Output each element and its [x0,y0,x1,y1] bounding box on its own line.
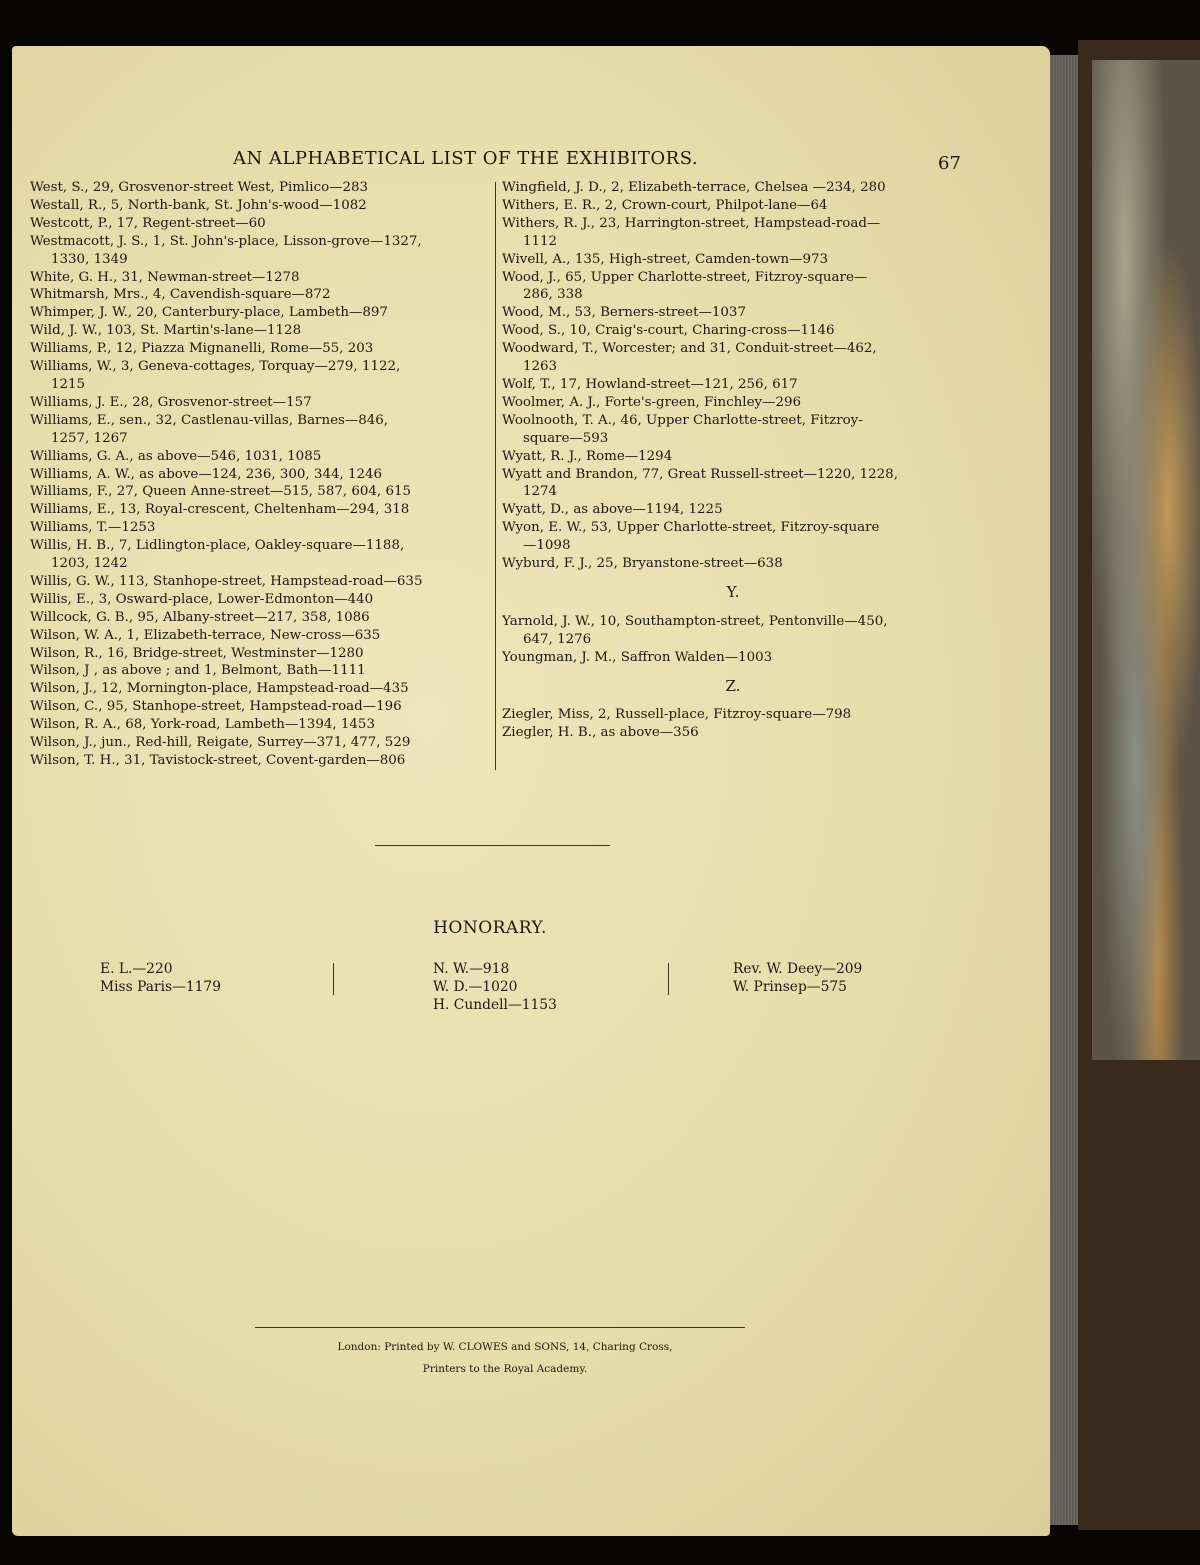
honorary-divider [333,963,334,995]
column-divider [495,182,496,770]
entry-continuation: 1257, 1267 [51,430,128,446]
entry-text: Williams, P., 12, Piazza Mignanelli, Rome—55, 203 [30,341,374,357]
entry-text: Wilson, J., 12, Mornington-place, Hampstead-road—435 [30,681,409,697]
exhibitor-entry [502,376,964,394]
exhibitor-entry [30,358,492,394]
exhibitor-entry [30,501,492,519]
entry-text: Withers, E. R., 2, Crown-court, Philpot-lane—64 [502,197,828,213]
entry-text: Williams, E., 13, Royal-crescent, Cheltenham—294, 318 [30,502,410,518]
exhibitor-entry [502,613,964,649]
exhibitor-entry [30,269,492,287]
entry-text: Westall, R., 5, North-bank, St. John's-wood—1082 [30,197,367,213]
exhibitor-entry [502,501,964,519]
exhibitor-entry [502,197,964,215]
honorary-entry: N. W.—918 [433,961,510,977]
exhibitor-entry [502,466,964,502]
honorary-entry: H. Cundell—1153 [433,997,557,1013]
entry-text: Yarnold, J. W., 10, Southampton-street, Pentonville—450, [502,613,888,629]
exhibitor-entry [30,286,492,304]
exhibitor-entry [502,215,964,251]
honorary-heading: HONORARY. [433,918,547,938]
exhibitor-entry [502,269,964,305]
exhibitor-entry [502,519,964,555]
exhibitor-entry [502,724,964,742]
entry-text: White, G. H., 31, Newman-street—1278 [30,269,300,285]
entry-text: Westmacott, J. S., 1, St. John's-place, Lisson-grove—1327, [30,233,422,249]
entry-text: Wilson, J , as above ; and 1, Belmont, Bath—1111 [30,663,366,679]
entry-text: Wilson, R., 16, Bridge-street, Westminster—1280 [30,645,364,661]
exhibitor-entry [502,649,964,667]
honorary-entry: Rev. W. Deey—209 [733,961,863,977]
exhibitor-entry [502,706,964,724]
honorary-divider [668,963,669,995]
entry-text: Willis, E., 3, Osward-place, Lower-Edmonton—440 [30,591,374,607]
exhibitor-entry [30,412,492,448]
exhibitor-entry [30,179,492,197]
entry-text: Williams, T.—1253 [30,520,156,536]
exhibitor-entry [30,197,492,215]
entry-text: Williams, J. E., 28, Grosvenor-street—157 [30,394,312,410]
entry-text: Wyon, E. W., 53, Upper Charlotte-street, Fitzroy-square [502,520,880,536]
exhibitor-entry [30,591,492,609]
entry-text: Wilson, R. A., 68, York-road, Lambeth—1394, 1453 [30,717,375,733]
printer-imprint-line: London: Printed by W. CLOWES and SONS, 14, Charing Cross, [337,1341,673,1353]
section-heading-z: Z. [725,676,741,695]
entry-text: Whimper, J. W., 20, Canterbury-place, Lambeth—897 [30,305,388,321]
entry-text: Wyatt and Brandon, 77, Great Russell-street—1220, 1228, [502,466,898,482]
exhibitor-entry [30,662,492,680]
exhibitor-entry [30,537,492,573]
entry-text: Wood, S., 10, Craig's-court, Charing-cross—1146 [502,323,835,339]
entry-continuation: square—593 [523,430,609,446]
exhibitor-entry [30,627,492,645]
exhibitor-list-left [30,179,492,770]
honorary-entry: Miss Paris—1179 [100,979,221,995]
exhibitor-entry [30,680,492,698]
entry-text: Youngman, J. M., Saffron Walden—1003 [502,649,773,665]
exhibitor-entry [502,340,964,376]
entry-continuation: 647, 1276 [523,631,592,647]
printer-imprint-line: Printers to the Royal Academy. [422,1363,588,1375]
entry-text: Willis, G. W., 113, Stanhope-street, Hampstead-road—635 [30,573,423,589]
exhibitor-entry [30,304,492,322]
exhibitor-entry [30,215,492,233]
honorary-column [100,960,221,996]
entry-text: West, S., 29, Grosvenor-street West, Pimlico—283 [30,180,369,195]
entry-text: Wild, J. W., 103, St. Martin's-lane—1128 [30,323,302,339]
entry-text: Wood, M., 53, Berners-street—1037 [502,305,746,321]
entry-text: Withers, R. J., 23, Harrington-street, Hampstead-road— [502,215,881,231]
honorary-entry: W. Prinsep—575 [733,979,847,995]
entry-text: Willcock, G. B., 95, Albany-street—217, 358, 1086 [30,609,370,625]
w-entries [502,179,964,573]
entry-continuation: —1098 [523,538,571,554]
exhibitor-entry [502,412,964,448]
exhibitor-entry [30,322,492,340]
entry-text: Ziegler, Miss, 2, Russell-place, Fitzroy-square—798 [502,707,852,723]
exhibitor-entry [30,483,492,501]
page-number: 67 [938,153,961,174]
z-entries [502,706,964,742]
honorary-entry: W. D.—1020 [433,979,518,995]
exhibitor-entry [30,698,492,716]
entry-continuation: 1263 [523,359,558,375]
entry-text: Williams, F., 27, Queen Anne-street—515, 587, 604, 615 [30,484,411,500]
entry-text: Woodward, T., Worcester; and 31, Conduit-street—462, [502,341,877,357]
exhibitor-entry [502,251,964,269]
entry-continuation: 1274 [523,484,558,500]
exhibitor-entry [30,394,492,412]
entry-text: Wilson, W. A., 1, Elizabeth-terrace, New-cross—635 [30,627,381,643]
entry-text: Wyatt, R. J., Rome—1294 [502,448,673,464]
honorary-column [733,960,862,996]
exhibitor-entry [30,734,492,752]
entry-text: Wilson, T. H., 31, Tavistock-street, Covent-garden—806 [30,753,406,768]
entry-text: Wivell, A., 135, High-street, Camden-town—973 [502,251,829,267]
entry-text: Ziegler, H. B., as above—356 [502,725,699,741]
entry-continuation: 1203, 1242 [51,556,128,572]
section-divider [375,845,610,846]
entry-text: Wingfield, J. D., 2, Elizabeth-terrace, Chelsea —234, 280 [502,180,886,195]
entry-text: Williams, W., 3, Geneva-cottages, Torquay—279, 1122, [30,359,401,375]
section-heading-y: Y. [726,582,740,601]
entry-text: Wolf, T., 17, Howland-street—121, 256, 617 [502,376,798,392]
honorary-entry: E. L.—220 [100,961,173,977]
marbled-endpaper [1092,60,1200,1060]
entry-continuation: 1330, 1349 [51,251,128,267]
entry-text: Williams, G. A., as above—546, 1031, 1085 [30,448,322,464]
exhibitor-entry [502,179,964,197]
exhibitor-entry [30,340,492,358]
exhibitor-entry [30,752,492,770]
entry-text: Woolnooth, T. A., 46, Upper Charlotte-street, Fitzroy- [502,412,863,428]
entry-text: Westcott, P., 17, Regent-street—60 [30,215,266,231]
entry-continuation: 1112 [523,233,558,249]
entry-text: Wilson, C., 95, Stanhope-street, Hampstead-road—196 [30,699,402,715]
entry-text: Wood, J., 65, Upper Charlotte-street, Fitzroy-square— [502,269,868,285]
entry-text: Wyburd, F. J., 25, Bryanstone-street—638 [502,556,783,572]
entry-text: Williams, A. W., as above—124, 236, 300, 344, 1246 [30,466,383,482]
exhibitor-entry [30,573,492,591]
honorary-column [433,960,557,1014]
exhibitor-entry [502,555,964,573]
entry-text: Williams, E., sen., 32, Castlenau-villas, Barnes—846, [30,412,389,428]
imprint-divider [255,1327,745,1328]
exhibitor-entry [502,322,964,340]
exhibitor-entry [30,233,492,269]
exhibitor-entry [30,716,492,734]
exhibitor-entry [30,448,492,466]
exhibitor-list-right [502,179,964,742]
exhibitor-entry [30,609,492,627]
entry-text: Wilson, J., jun., Red-hill, Reigate, Surrey—371, 477, 529 [30,735,411,751]
y-entries [502,613,964,667]
entry-text: Woolmer, A. J., Forte's-green, Finchley—296 [502,394,802,410]
exhibitor-entry [30,466,492,484]
entry-text: Wyatt, D., as above—1194, 1225 [502,502,723,518]
exhibitor-entry [30,645,492,663]
entry-continuation: 286, 338 [523,287,583,303]
entry-continuation: 1215 [51,376,86,392]
exhibitor-entry [30,519,492,537]
entry-text: Willis, H. B., 7, Lidlington-place, Oakley-square—1188, [30,538,405,554]
exhibitor-entry [502,304,964,322]
exhibitor-entry [502,394,964,412]
entry-text: Whitmarsh, Mrs., 4, Cavendish-square—872 [30,287,331,303]
exhibitor-entry [502,448,964,466]
running-head: AN ALPHABETICAL LIST OF THE EXHIBITORS. [233,148,699,169]
